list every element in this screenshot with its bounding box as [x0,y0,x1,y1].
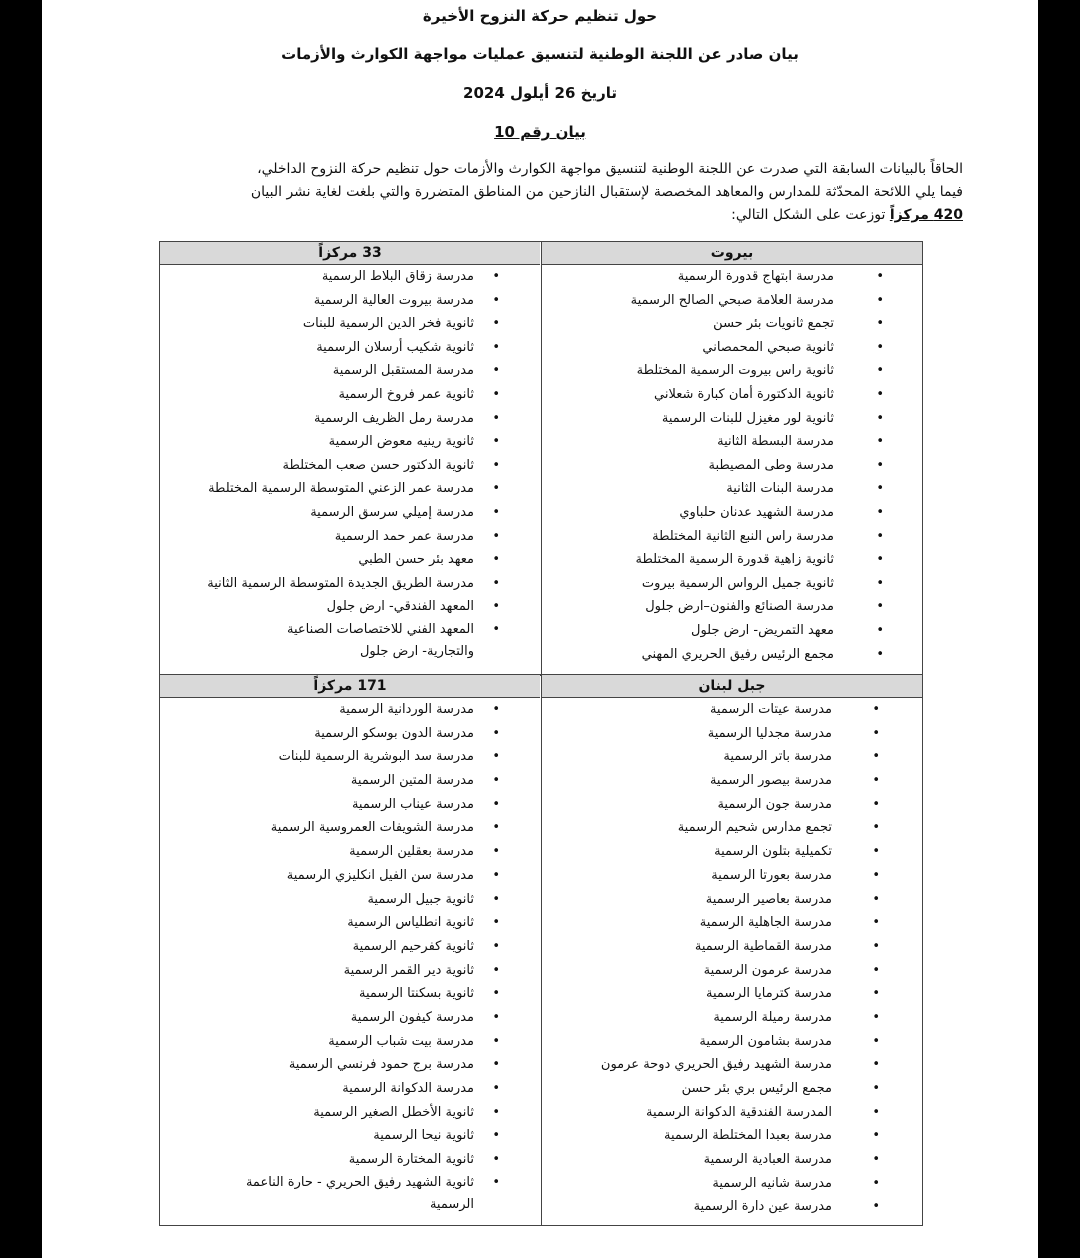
list-item: • مدرسة شانيه الرسمية [542,1172,922,1196]
count-heading-beirut: 33 مركزاً [160,242,540,265]
list-item: • المعهد الفني للاختصاصات الصناعية والتجارية- ارض جلول [234,619,540,663]
mount-lebanon-table [159,674,923,1226]
list-item: • مدرسة كيفون الرسمية [160,1006,540,1030]
mount-lebanon-list-left [160,698,540,1216]
statement-number: بيان رقم 10 [494,123,586,141]
list-item: • مدرسة الدكوانة الرسمية [160,1077,540,1101]
list-item: • ثانوية الشهيد رفيق الحريري - حارة الناعمة الرسمية [234,1172,540,1216]
list-item: • مدرسة سد البوشرية الرسمية للبنات [160,745,540,769]
beirut-column-left [160,242,540,675]
list-item: • ثانوية جبيل الرسمية [160,888,540,912]
list-item: • معهد التمريض- ارض جلول [542,619,922,643]
list-item: • مدرسة سن الفيل انكليزي الرسمية [160,864,540,888]
list-item: • تجمع ثانويات بئر حسن [542,312,922,336]
list-item: • ثانوية المختارة الرسمية [160,1148,540,1172]
list-item: • ثانوية نيحا الرسمية [160,1124,540,1148]
list-item: • ثانوية انطلياس الرسمية [160,911,540,935]
list-item: • ثانوية زاهية قدورة الرسمية المختلطة [542,548,922,572]
list-item: • ثانوية الدكتور حسن صعب المختلطة [160,454,540,478]
list-item: • مدرسة مجدليا الرسمية [542,722,922,746]
intro-line-3 [193,204,963,227]
list-item: • مدرسة المستقبل الرسمية [160,359,540,383]
list-item: • مدرسة جون الرسمية [542,793,922,817]
list-item: • مدرسة الوردانية الرسمية [160,698,540,722]
list-item: • مدرسة وطى المصيطبة [542,454,922,478]
list-item: • معهد بئر حسن الطبي [160,548,540,572]
centers-count: 420 مركزاً [889,207,963,223]
list-item: • المدرسة الفندقية الدكوانة الرسمية [542,1101,922,1125]
document-issuer: بيان صادر عن اللجنة الوطنية لتنسيق عمليات مواجهة الكوارث والأزمات [281,45,799,63]
list-item: • مدرسة عمر الزعني المتوسطة الرسمية المختلطة [160,477,540,501]
list-item: • مدرسة العلامة صبحي الصالح الرسمية [542,289,922,313]
list-item: • مدرسة إميلي سرسق الرسمية [160,501,540,525]
list-item: • مدرسة عمر حمد الرسمية [160,525,540,549]
list-item: • ثانوية كفرحيم الرسمية [160,935,540,959]
list-item: • مدرسة البسطة الثانية [542,430,922,454]
list-item: • مدرسة بعقلين الرسمية [160,840,540,864]
list-item: • مجمع الرئيس بري بئر حسن [542,1077,922,1101]
intro-line-1: الحاقاً بالبيانات السابقة التي صدرت عن اللجنة الوطنية لتنسيق مواجهة الكوارث والأزمات حول تنظيم حركة النزوح الداخلي، [257,161,963,177]
intro-paragraph [193,158,963,227]
list-item: • مدرسة الجاهلية الرسمية [542,911,922,935]
beirut-column-right [541,242,922,675]
list-item: • مدرسة القماطية الرسمية [542,935,922,959]
list-item: • مدرسة بيروت العالية الرسمية [160,289,540,313]
region-heading-beirut: بيروت [542,242,922,265]
list-item: • مدرسة عين دارة الرسمية [542,1195,922,1219]
document-title: حول تنظيم حركة النزوح الأخيرة [422,7,658,25]
document-date: تاريخ 26 أيلول 2024 [463,84,617,102]
list-item: • مدرسة راس النبع الثانية المختلطة [542,525,922,549]
list-item: • مدرسة البنات الثانية [542,477,922,501]
list-item: • ثانوية بسكنتا الرسمية [160,982,540,1006]
region-heading-mount-lebanon: جبل لبنان [542,675,922,698]
list-item: • مدرسة بعبدا المختلطة الرسمية [542,1124,922,1148]
beirut-list-right [542,265,922,666]
list-item: • ثانوية راس بيروت الرسمية المختلطة [542,359,922,383]
list-item: • ثانوية لور مغيزل للبنات الرسمية [542,407,922,431]
mount-lebanon-column-right [541,675,922,1225]
intro-line-2: فيما يلي اللائحة المحدّثة للمدارس والمعاهد المخصصة لإستقبال النازحين من المناطق المتضررة والتي بلغت لغاية نشر البيان [250,184,963,200]
list-item: • مدرسة رميلة الرسمية [542,1006,922,1030]
list-item: • مدرسة الصنائع والفنون–ارض جلول [542,595,922,619]
list-item: • مدرسة بعورتا الرسمية [542,864,922,888]
list-item: • مدرسة ابتهاج قدورة الرسمية [542,265,922,289]
list-item: • تجمع مدارس شحيم الرسمية [542,816,922,840]
list-item: • ثانوية جميل الرواس الرسمية بيروت [542,572,922,596]
mount-lebanon-list-right [542,698,922,1219]
list-item: • مدرسة بعاصير الرسمية [542,888,922,912]
list-item: • تكميلية بتلون الرسمية [542,840,922,864]
list-item: • مدرسة الشويفات العمروسية الرسمية [160,816,540,840]
list-item: • المعهد الفندقي- ارض جلول [160,595,540,619]
list-item: • ثانوية الأخطل الصغير الرسمية [160,1101,540,1125]
list-item: • مدرسة برج حمود فرنسي الرسمية [160,1053,540,1077]
document-page [42,0,1038,1258]
list-item: • ثانوية دير القمر الرسمية [160,959,540,983]
list-item: • مدرسة بيت شباب الرسمية [160,1030,540,1054]
list-item: • مدرسة بشامون الرسمية [542,1030,922,1054]
beirut-table [159,241,923,676]
count-heading-mount-lebanon: 171 مركزاً [160,675,540,698]
list-item: • مدرسة عيناب الرسمية [160,793,540,817]
list-item: • ثانوية الدكتورة أمان كبارة شعلاني [542,383,922,407]
intro-line-3-rest: توزعت على الشكل التالي: [731,207,890,223]
list-item: • مدرسة بيصور الرسمية [542,769,922,793]
list-item: • مدرسة المتين الرسمية [160,769,540,793]
list-item: • مدرسة باتر الرسمية [542,745,922,769]
list-item: • ثانوية فخر الدين الرسمية للبنات [160,312,540,336]
list-item: • مجمع الرئيس رفيق الحريري المهني [542,643,922,667]
list-item: • مدرسة رمل الظريف الرسمية [160,407,540,431]
list-item: • مدرسة عيتات الرسمية [542,698,922,722]
list-item: • مدرسة الشهيد عدنان حلباوي [542,501,922,525]
list-item: • مدرسة عرمون الرسمية [542,959,922,983]
list-item: • مدرسة زقاق البلاط الرسمية [160,265,540,289]
list-item: • مدرسة الطريق الجديدة المتوسطة الرسمية الثانية [160,572,540,596]
list-item: • ثانوية صبحي المحمصاني [542,336,922,360]
list-item: • ثانوية شكيب أرسلان الرسمية [160,336,540,360]
mount-lebanon-column-left [160,675,540,1225]
beirut-list-left [160,265,540,663]
list-item: • ثانوية رينيه معوض الرسمية [160,430,540,454]
list-item: • مدرسة كترمايا الرسمية [542,982,922,1006]
list-item: • ثانوية عمر فروخ الرسمية [160,383,540,407]
list-item: • مدرسة الدون بوسكو الرسمية [160,722,540,746]
list-item: • مدرسة العبادية الرسمية [542,1148,922,1172]
list-item: • مدرسة الشهيد رفيق الحريري دوحة عرمون [542,1053,922,1077]
